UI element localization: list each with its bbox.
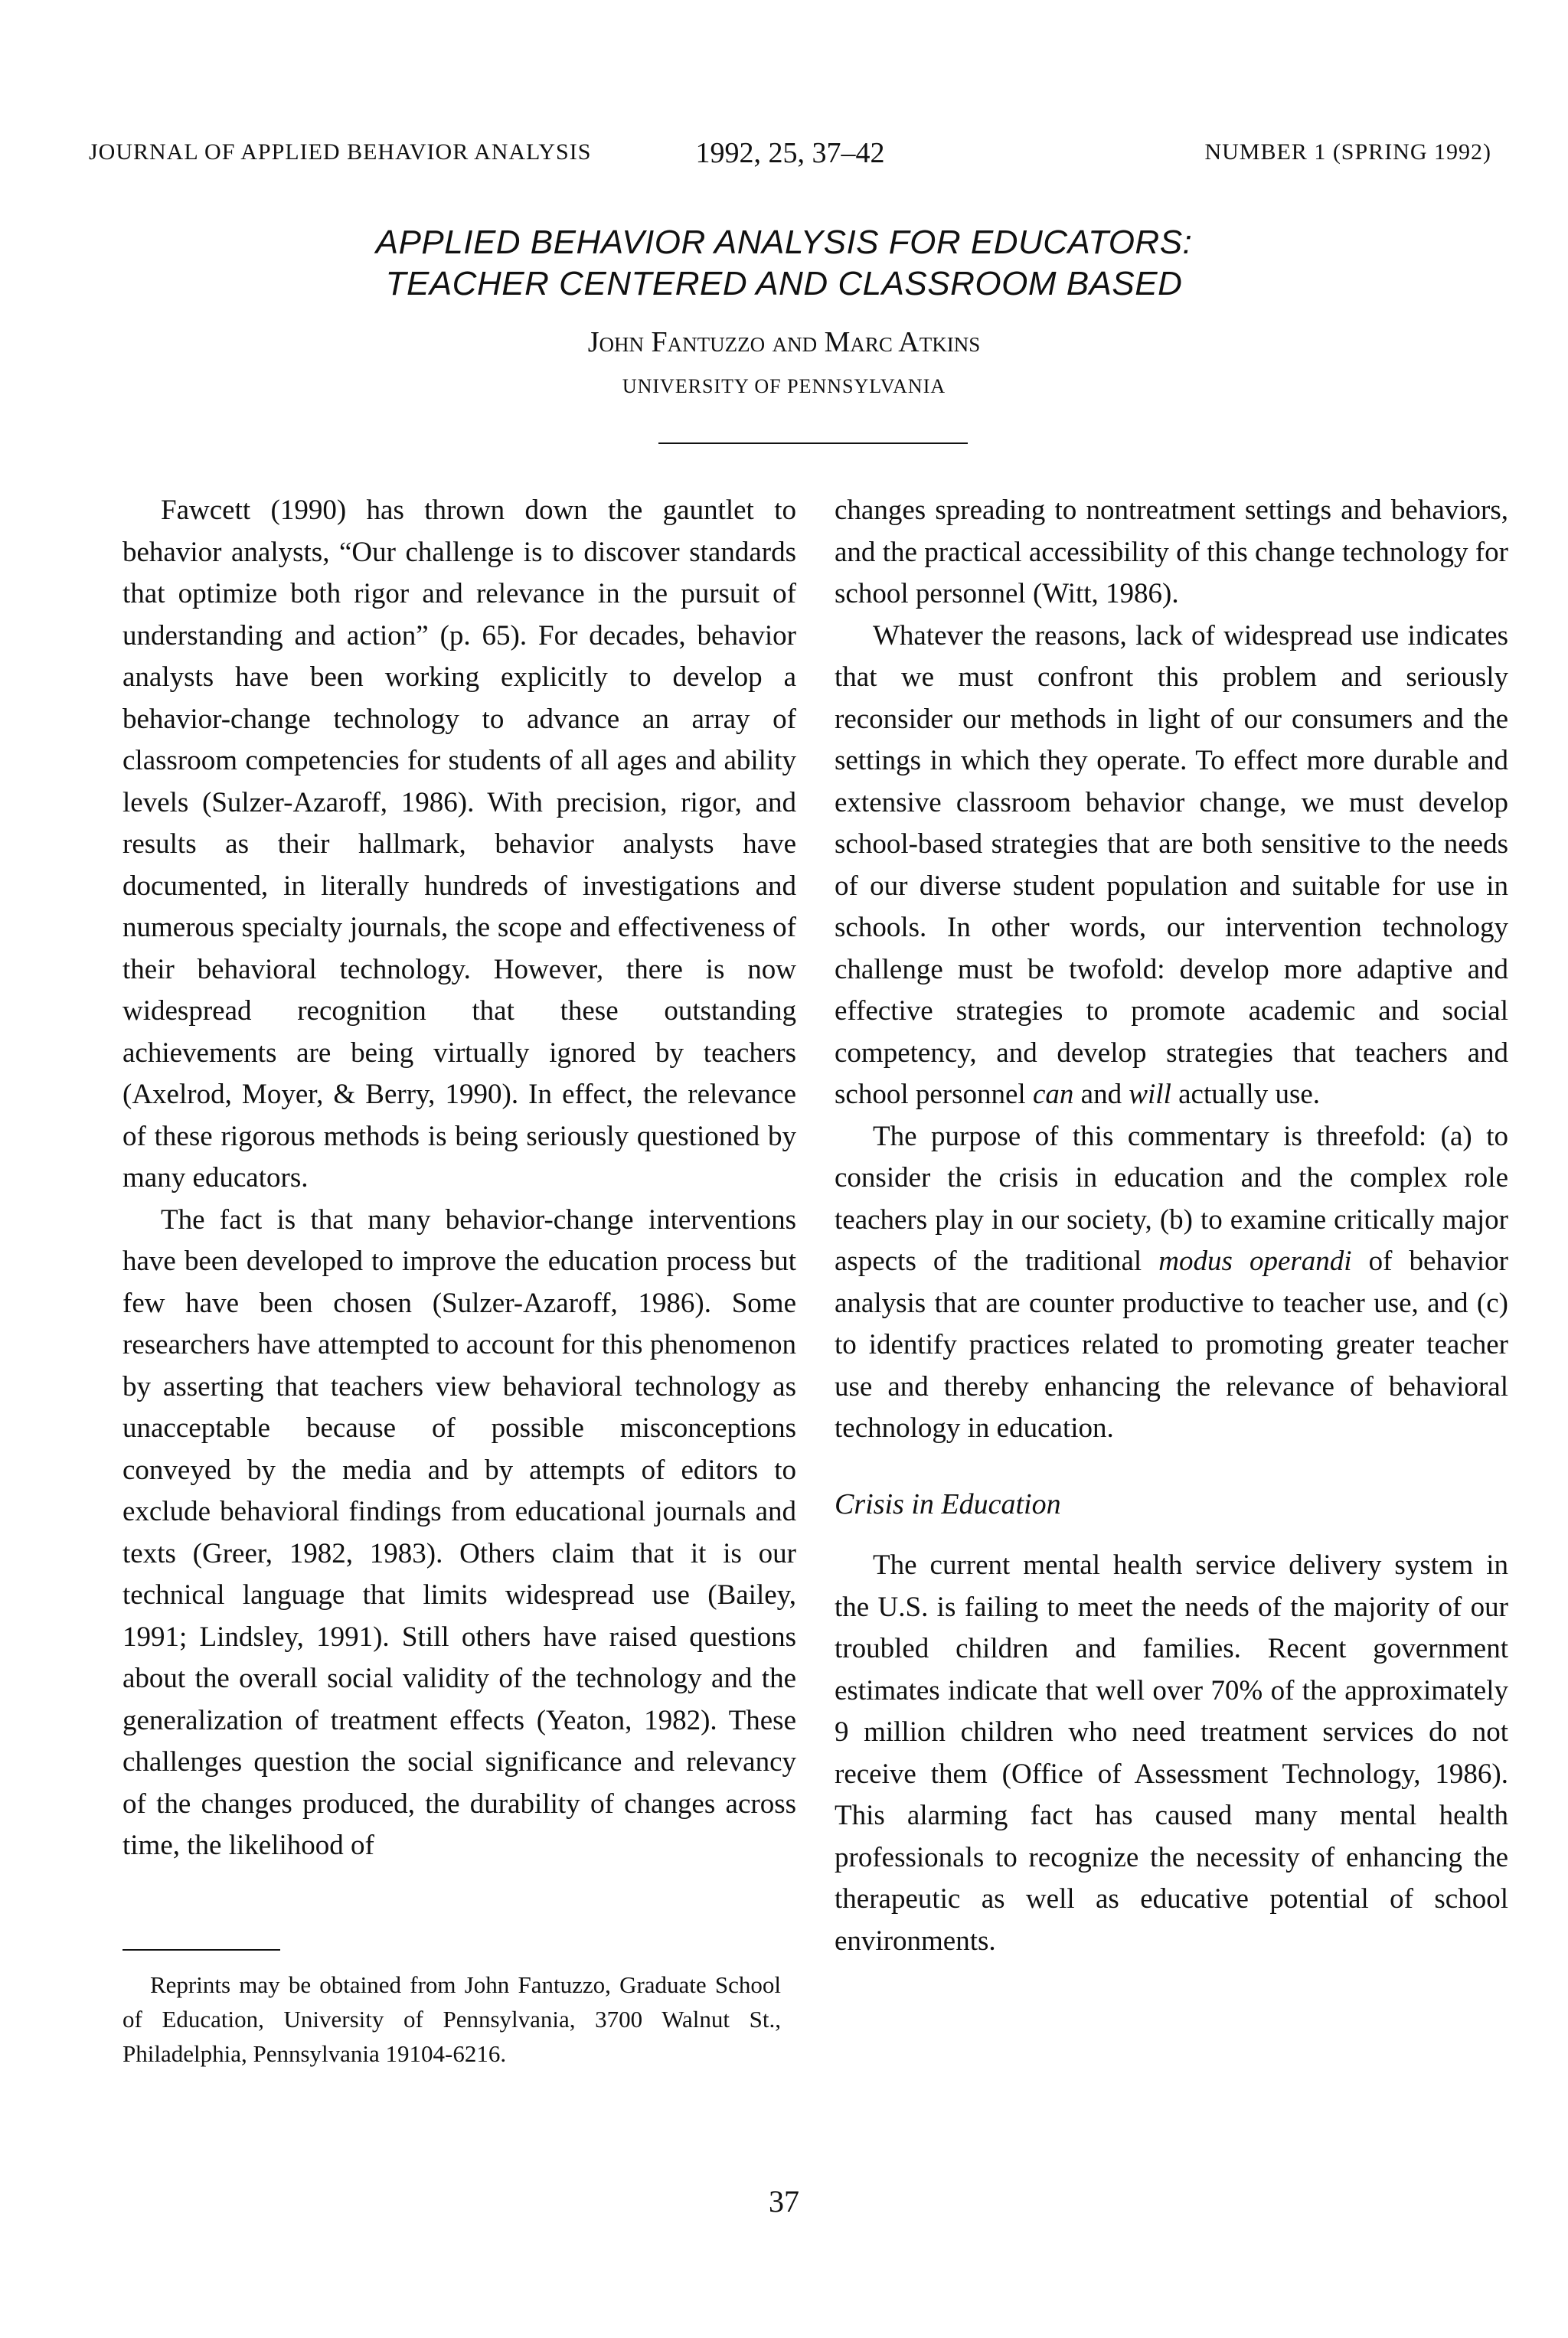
text-run: actually use. — [1178, 1079, 1321, 1110]
paragraph: The fact is that many behavior-change interventions have been developed to improve the education process but few have been chosen (Sulzer-Azaroff, 1986). Some researchers have attempted to account for this phenomenon by asserting that teachers view behavioral technology as unacceptable because of possible misconceptions conveyed by the media and by attempts of editors to exclude behavioral findings from educational journals and texts (Greer, 1982, 1983). Others claim that it is our technical language that limits widespread use (Bailey, 1991; Lindsley, 1991). Still others have raised questions about the overall social validity of the technology and the generalization of treatment effects (Yeaton, 1982). These challenges question the social significance and relevancy of the changes produced, the durability of changes across time, the likelihood of — [122, 1203, 796, 1861]
title-divider — [658, 442, 968, 444]
citation: 1992, 25, 37–42 — [695, 137, 885, 169]
text-run: The purpose of this commentary is threefold: (a) to consider the crisis in education and the complex role teachers play in our society, (b) to examine critically major aspects of the traditional — [835, 1120, 1508, 1277]
emphasis: will — [1129, 1079, 1171, 1110]
section-heading: Crisis in Education — [835, 1487, 1061, 1520]
left-column — [122, 490, 796, 1867]
title-line-2: TEACHER CENTERED AND CLASSROOM BASED — [385, 265, 1183, 302]
paragraph — [835, 616, 1508, 1116]
text-run: and — [1080, 1079, 1122, 1110]
title-line-1: APPLIED BEHAVIOR ANALYSIS FOR EDUCATORS: — [375, 224, 1193, 261]
paragraph: changes spreading to nontreatment settings and behaviors, and the practical accessibility of this change technology for school personnel (Witt, 1986). — [835, 495, 1508, 609]
article-title — [0, 222, 1568, 305]
running-head — [89, 136, 1491, 170]
issue-info: NUMBER 1 (SPRING 1992) — [1204, 139, 1491, 165]
authors: John Fantuzzo and Marc Atkins — [587, 326, 981, 358]
emphasis: can — [1032, 1079, 1074, 1110]
right-column — [835, 490, 1508, 1962]
emphasis: modus operandi — [1158, 1246, 1352, 1277]
paragraph: The current mental health service delivery system in the U.S. is failing to meet the needs of the majority of our troubled children and families. Recent government estimates indicate that well over 70% of the approximately 9 million children who need treatment services do not receive them (Office of Assessment Technology, 1986). This alarming fact has caused many mental health professionals to recognize the necessity of enhancing the therapeutic as well as educative potential of school environments. — [835, 1549, 1508, 1957]
journal-name: JOURNAL OF APPLIED BEHAVIOR ANALYSIS — [89, 139, 592, 165]
text-run: Whatever the reasons, lack of widespread use indicates that we must confront this problem and seriously reconsider our methods in light of our consumers and the settings in which they operate. To effect more durable and extensive classroom behavior change, we must develop school-based strategies that are both sensitive to the needs of our diverse student population and suitable for use in schools. In other words, our intervention technology challenge must be twofold: develop more adaptive and effective strategies to promote academic and social competency, and develop strategies that teachers and school personnel — [835, 619, 1508, 1110]
paragraph — [835, 1116, 1508, 1450]
paragraph: Fawcett (1990) has thrown down the gauntlet to behavior analysts, “Our challenge is to discover standards that optimize both rigor and relevance in the pursuit of understanding and action” (p. 65). For decades, behavior analysts have been working explicitly to develop a behavior-change technology to advance an array of classroom competencies for students of all ages and ability levels (Sulzer-Azaroff, 1986). With precision, rigor, and results as their hallmark, behavior analysts have documented, in literally hundreds of investigations and numerous specialty journals, the scope and effectiveness of their behavioral technology. However, there is now widespread recognition that these outstanding achievements are being virtually ignored by teachers (Axelrod, Moyer, & Berry, 1990). In effect, the relevance of these rigorous methods is being seriously questioned by many educators. — [122, 495, 796, 1193]
footnote: Reprints may be obtained from John Fantuzzo, Graduate School of Education, University of Pennsylvania, 3700 Walnut St., Philadelphia, Pennsylvania 19104-6216. — [122, 1971, 781, 2067]
footnote-rule — [122, 1949, 280, 1951]
affiliation: UNIVERSITY OF PENNSYLVANIA — [622, 375, 946, 397]
page-number: 37 — [769, 2184, 799, 2219]
text-run: of behavior analysis that are counter productive to teacher use, and (c) to identify practices related to promoting greater teacher use and thereby enhancing the relevance of behavioral technology in education. — [835, 1246, 1508, 1444]
